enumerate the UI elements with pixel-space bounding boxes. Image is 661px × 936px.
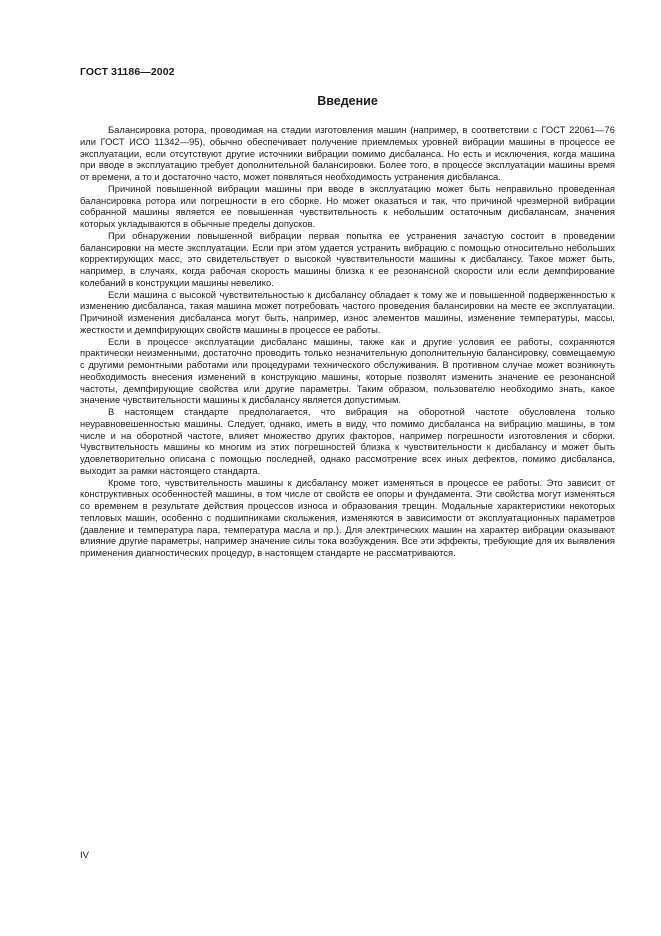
paragraph-2: Причиной повышенной вибрации машины при вводе в эксплуатацию может быть неправильно проведенная балансировка ротора или погрешности в его сборке. Но может оказаться и так, что причиной чрезмерной вибрации собранной машины является ее повышенная чувствительность к небольшим остаточным дисбалансам, значения которых укладываются в обычные пределы допусков. <box>80 182 615 229</box>
paragraph-1: Балансировка ротора, проводимая на стадии изготовления машин (например, в соответствии с ГОСТ 22061—76 или ГОСТ ИСО 11342—95), обычно обеспечивает получение приемлемых уровней вибрации машины в процессе ее эксплуатации, если отсутствуют другие источники вибрации помимо дисбаланса. Но есть и исключения, когда машина при вводе в эксплуатацию требует дополнительной балансировки. Более того, в процессе эксплуатации машины время от времени, а то и достаточно часто, может появляться необходимость устранения дисбаланса. <box>80 124 615 182</box>
paragraph-4: Если машина с высокой чувствительностью к дисбалансу обладает к тому же и повышенной подверженностью к изменению дисбаланса, такая машина может потребовать частого проведения балансировки на месте ее эксплуатации. Причиной изменения дисбаланса могут быть, например, износ элементов машины, изменение температуры, массы, жесткости и демпфирующих свойств машины в процессе ее работы. <box>80 288 615 335</box>
paragraph-5: Если в процессе эксплуатации дисбаланс машины, также как и другие условия ее работы, сохраняются практически неизменными, достаточно проводить только незначительную дополнительную балансировку, совмещаемую с другими ремонтными работами или процедурами технического обслуживания. В противном случае может возникнуть необходимость внесения изменений в конструкцию машины, которые позволят изменить значение ее резонансной частоты, демпфирующие свойства или другие параметры. Таким образом, пользователю необходимо знать, какое значение чувствительности машины к дисбалансу является допустимым. <box>80 335 615 406</box>
body-text <box>80 124 615 559</box>
page-number: IV <box>80 850 89 861</box>
paragraph-3: При обнаружении повышенной вибрации первая попытка ее устранения зачастую состоит в проведении балансировки на месте эксплуатации. Если при этом удается устранить вибрацию с помощью относительно небольших корректирующих масс, это свидетельствует о высокой чувствительности машины к дисбалансу. Такое может быть, например, в случаях, когда рабочая скорость машины близка к ее резонансной скорости или если демпфирование колебаний в конструкции машины невелико. <box>80 229 615 288</box>
document-number: ГОСТ 31186—2002 <box>80 66 175 78</box>
section-title: Введение <box>317 94 378 108</box>
paragraph-6: В настоящем стандарте предполагается, что вибрация на оборотной частоте обусловлена только неуравновешенностью машины. Следует, однако, иметь в виду, что помимо дисбаланса на вибрацию машины, в том числе и на оборотной частоте, влияет множество других факторов, например погрешности изготовления и сборки. Чувствительность машины ко многим из этих погрешностей близка к чувствительности к дисбалансу и может быть удовлетворительно описана с помощью последней, однако рассмотрение всех иных дефектов, помимо дисбаланса, выходит за рамки настоящего стандарта. <box>80 406 615 476</box>
paragraph-7: Кроме того, чувствительность машины к дисбалансу может изменяться в процессе ее работы. Это зависит от конструктивных особенностей машины, в том числе от свойств ее опоры и фундамента. Эти свойства могут изменяться со временем в результате действия процессов износа и образования трещин. Модальные характеристики некоторых тепловых машин, особенно с подшипниками скольжения, изменяются в зависимости от эксплуатационных параметров (давление и температура пара, температура масла и пр.). Для электрических машин на характер вибрации оказывают влияние другие параметры, например значение силы тока возбуждения. Все эти эффекты, требующие для их выявления применения диагностических процедур, в настоящем стандарте не рассматриваются. <box>80 476 615 558</box>
